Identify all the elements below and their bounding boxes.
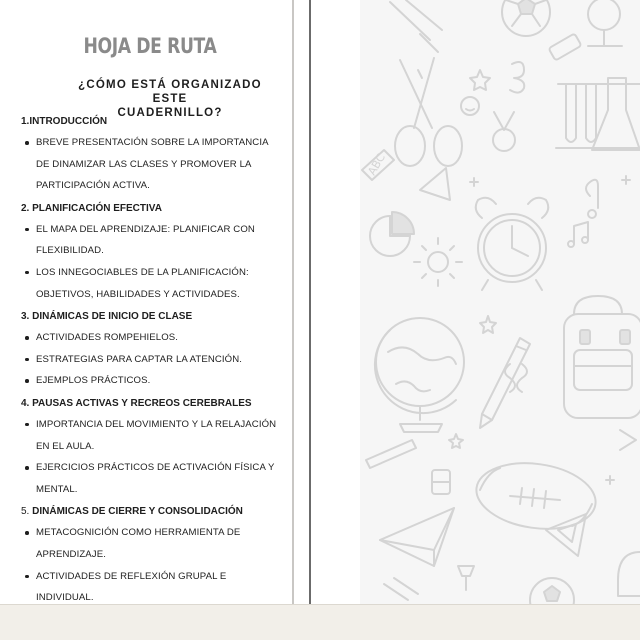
pie-chart-icon bbox=[370, 212, 414, 256]
page-title: HOJA DE RUTA bbox=[83, 34, 217, 58]
section-heading: 4. PAUSAS ACTIVAS Y RECREOS CEREBRALES bbox=[21, 397, 252, 409]
backpack-icon bbox=[564, 296, 640, 418]
section-items bbox=[21, 522, 283, 608]
right-page-doodles bbox=[360, 0, 640, 604]
compass-icon bbox=[390, 0, 442, 52]
football-icon bbox=[472, 456, 600, 536]
number-doodle-icon bbox=[510, 62, 524, 93]
list-item: EL MAPA DEL APRENDIZAJE: PLANIFICAR CON FLEXIBILIDAD. bbox=[21, 219, 283, 262]
arrow-icon bbox=[620, 430, 636, 450]
light-bulb-icon bbox=[618, 552, 640, 596]
list-item: ESTRATEGIAS PARA CAPTAR LA ATENCIÓN. bbox=[21, 349, 283, 371]
section-heading: 5. DINÁMICAS DE CIERRE Y CONSOLIDACIÓN bbox=[21, 506, 243, 518]
list-item: EJERCICIOS PRÁCTICOS DE ACTIVACIÓN FÍSICA Y MENTAL. bbox=[21, 457, 283, 500]
section-items bbox=[21, 219, 283, 305]
pencil-small-icon bbox=[366, 440, 416, 468]
section-heading: 3. DINÁMICAS DE INICIO DE CLASE bbox=[21, 311, 193, 323]
list-item: ACTIVIDADES ROMPEHIELOS. bbox=[21, 327, 283, 349]
subtitle-line-2: CUADERNILLO? bbox=[117, 107, 223, 119]
medal-icon bbox=[493, 112, 515, 151]
roadmap-list bbox=[21, 110, 283, 609]
microscope-icon bbox=[588, 0, 622, 46]
left-page bbox=[0, 0, 292, 604]
eraser-small-icon bbox=[432, 470, 450, 494]
doodle-pattern bbox=[360, 0, 640, 604]
eraser-icon bbox=[549, 33, 582, 60]
section-items bbox=[21, 327, 283, 392]
soccer-ball-icon bbox=[502, 0, 550, 36]
list-item: LOS INNEGOCIABLES DE LA PLANIFICACIÓN: OBJETIVOS, HABILIDADES Y ACTIVIDADES. bbox=[21, 262, 283, 305]
sun-icon bbox=[414, 238, 462, 286]
list-item: BREVE PRESENTACIÓN SOBRE LA IMPORTANCIA DE DINAMIZAR LAS CLASES Y PROMOVER LA PARTICIPACIÓN ACTIVA. bbox=[21, 132, 283, 197]
flask-icon bbox=[592, 78, 640, 150]
globe-icon bbox=[375, 318, 464, 432]
triangle-shape-icon bbox=[420, 168, 450, 200]
list-item: IMPORTANCIA DEL MOVIMIENTO Y LA RELAJACIÓN EN EL AULA. bbox=[21, 414, 283, 457]
section-heading: 1.INTRODUCCIÓN bbox=[21, 116, 108, 127]
list-item: EJEMPLOS PRÁCTICOS. bbox=[21, 370, 283, 392]
soccer-ball-bottom-icon bbox=[530, 578, 574, 604]
star-icon bbox=[449, 70, 496, 448]
pencil-icon bbox=[480, 338, 530, 428]
abc-text: ABC bbox=[365, 151, 388, 178]
push-pin-icon bbox=[458, 566, 474, 590]
page-edge-line bbox=[292, 0, 294, 604]
notebook-spine bbox=[292, 0, 360, 604]
paper-plane-icon bbox=[380, 508, 454, 566]
smiley-icon bbox=[461, 97, 479, 115]
section-items bbox=[21, 132, 283, 197]
subtitle-line-1: ¿CÓMO ESTÁ ORGANIZADO ESTE bbox=[78, 79, 262, 105]
list-item: METACOGNICIÓN COMO HERRAMIENTA DE APRENDIZAJE. bbox=[21, 522, 283, 565]
plus-marks-icon bbox=[470, 176, 630, 484]
spine-line bbox=[309, 0, 311, 604]
music-note-icon bbox=[568, 180, 598, 247]
bottom-margin bbox=[0, 604, 640, 640]
marker-icon bbox=[384, 578, 418, 600]
alarm-clock-icon bbox=[476, 198, 549, 290]
list-item: ACTIVIDADES DE REFLEXIÓN GRUPAL E INDIVIDUAL. bbox=[21, 566, 283, 609]
scissors-icon bbox=[395, 58, 462, 166]
section-heading: 2. PLANIFICACIÓN EFECTIVA bbox=[21, 202, 162, 214]
section-items bbox=[21, 414, 283, 500]
